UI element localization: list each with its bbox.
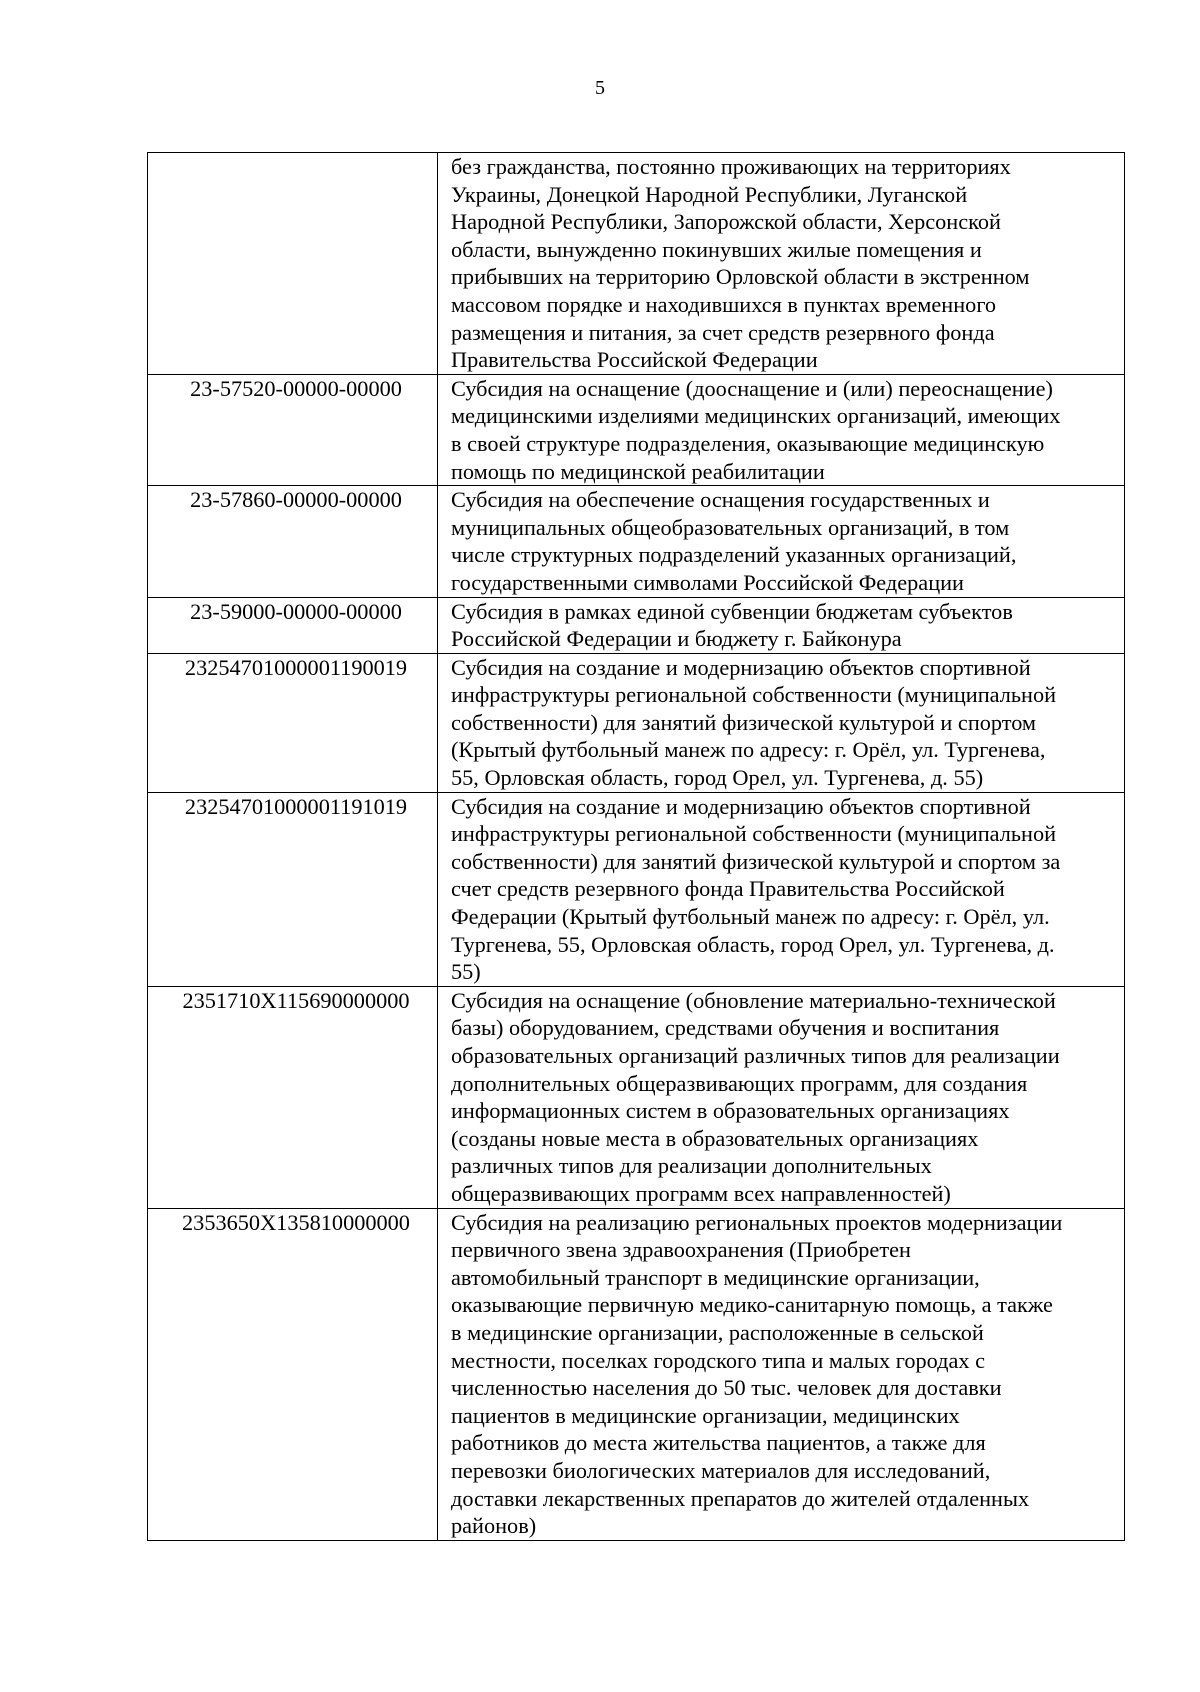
table-row (148, 653, 1125, 792)
table-row (148, 986, 1125, 1208)
description-cell: Субсидия на оснащение (обновление материально-технической базы) оборудованием, средствами обучения и воспитания образовательных организаций различных типов для реализации дополнительных общеразвивающих программ, для создания информационных систем в образовательных организациях (созданы новые места в образовательных организациях различных типов для реализации дополнительных общеразвивающих программ всех направленностей) (438, 986, 1125, 1208)
code-cell: 2353650Х135810000000 (148, 1208, 438, 1540)
code-cell: 23254701000001191019 (148, 792, 438, 986)
code-cell: 23254701000001190019 (148, 653, 438, 792)
table-row (148, 1208, 1125, 1540)
table-row (148, 486, 1125, 597)
table-row (148, 374, 1125, 485)
description-cell: Субсидия на обеспечение оснащения государственных и муниципальных общеобразовательных организаций, в том числе структурных подразделений указанных организаций, государственными символами Российской Федерации (438, 486, 1125, 597)
description-cell: Субсидия на создание и модернизацию объектов спортивной инфраструктуры региональной собственности (муниципальной собственности) для занятий физической культурой и спортом за счет средств резервного фонда Правительства Российской Федерации (Крытый футбольный манеж по адресу: г. Орёл, ул. Тургенева, 55, Орловская область, город Орел, ул. Тургенева, д. 55) (438, 792, 1125, 986)
code-cell: 23-57860-00000-00000 (148, 486, 438, 597)
description-cell: Субсидия на реализацию региональных проектов модернизации первичного звена здравоохранения (Приобретен автомобильный транспорт в медицинские организации, оказывающие первичную медико-санитарную помощь, а также в медицинские организации, расположенные в сельской местности, поселках городского типа и малых городах с численностью населения до 50 тыс. человек для доставки пациентов в медицинские организации, медицинских работников до места жительства пациентов, а также для перевозки биологических материалов для исследований, доставки лекарственных препаратов до жителей отдаленных районов) (438, 1208, 1125, 1540)
code-cell: 2351710Х115690000000 (148, 986, 438, 1208)
description-cell: Субсидия в рамках единой субвенции бюджетам субъектов Российской Федерации и бюджету г. Байконура (438, 597, 1125, 653)
table-row (148, 597, 1125, 653)
description-cell: Субсидия на оснащение (дооснащение и (или) переоснащение) медицинскими изделиями медицинских организаций, имеющих в своей структуре подразделения, оказывающие медицинскую помощь по медицинской реабилитации (438, 374, 1125, 485)
description-cell: Субсидия на создание и модернизацию объектов спортивной инфраструктуры региональной собственности (муниципальной собственности) для занятий физической культурой и спортом (Крытый футбольный манеж по адресу: г. Орёл, ул. Тургенева, 55, Орловская область, город Орел, ул. Тургенева, д. 55) (438, 653, 1125, 792)
table-row (148, 153, 1125, 375)
page-number: 5 (595, 77, 605, 99)
description-cell: без гражданства, постоянно проживающих на территориях Украины, Донецкой Народной Республики, Луганской Народной Республики, Запорожской области, Херсонской области, вынужденно покинувших жилые помещения и прибывших на территорию Орловской области в экстренном массовом порядке и находившихся в пунктах временного размещения и питания, за счет средств резервного фонда Правительства Российской Федерации (438, 153, 1125, 375)
code-cell: 23-57520-00000-00000 (148, 374, 438, 485)
subsidy-codes-table (147, 152, 1125, 1541)
table-row (148, 792, 1125, 986)
code-cell: 23-59000-00000-00000 (148, 597, 438, 653)
code-cell (148, 153, 438, 375)
